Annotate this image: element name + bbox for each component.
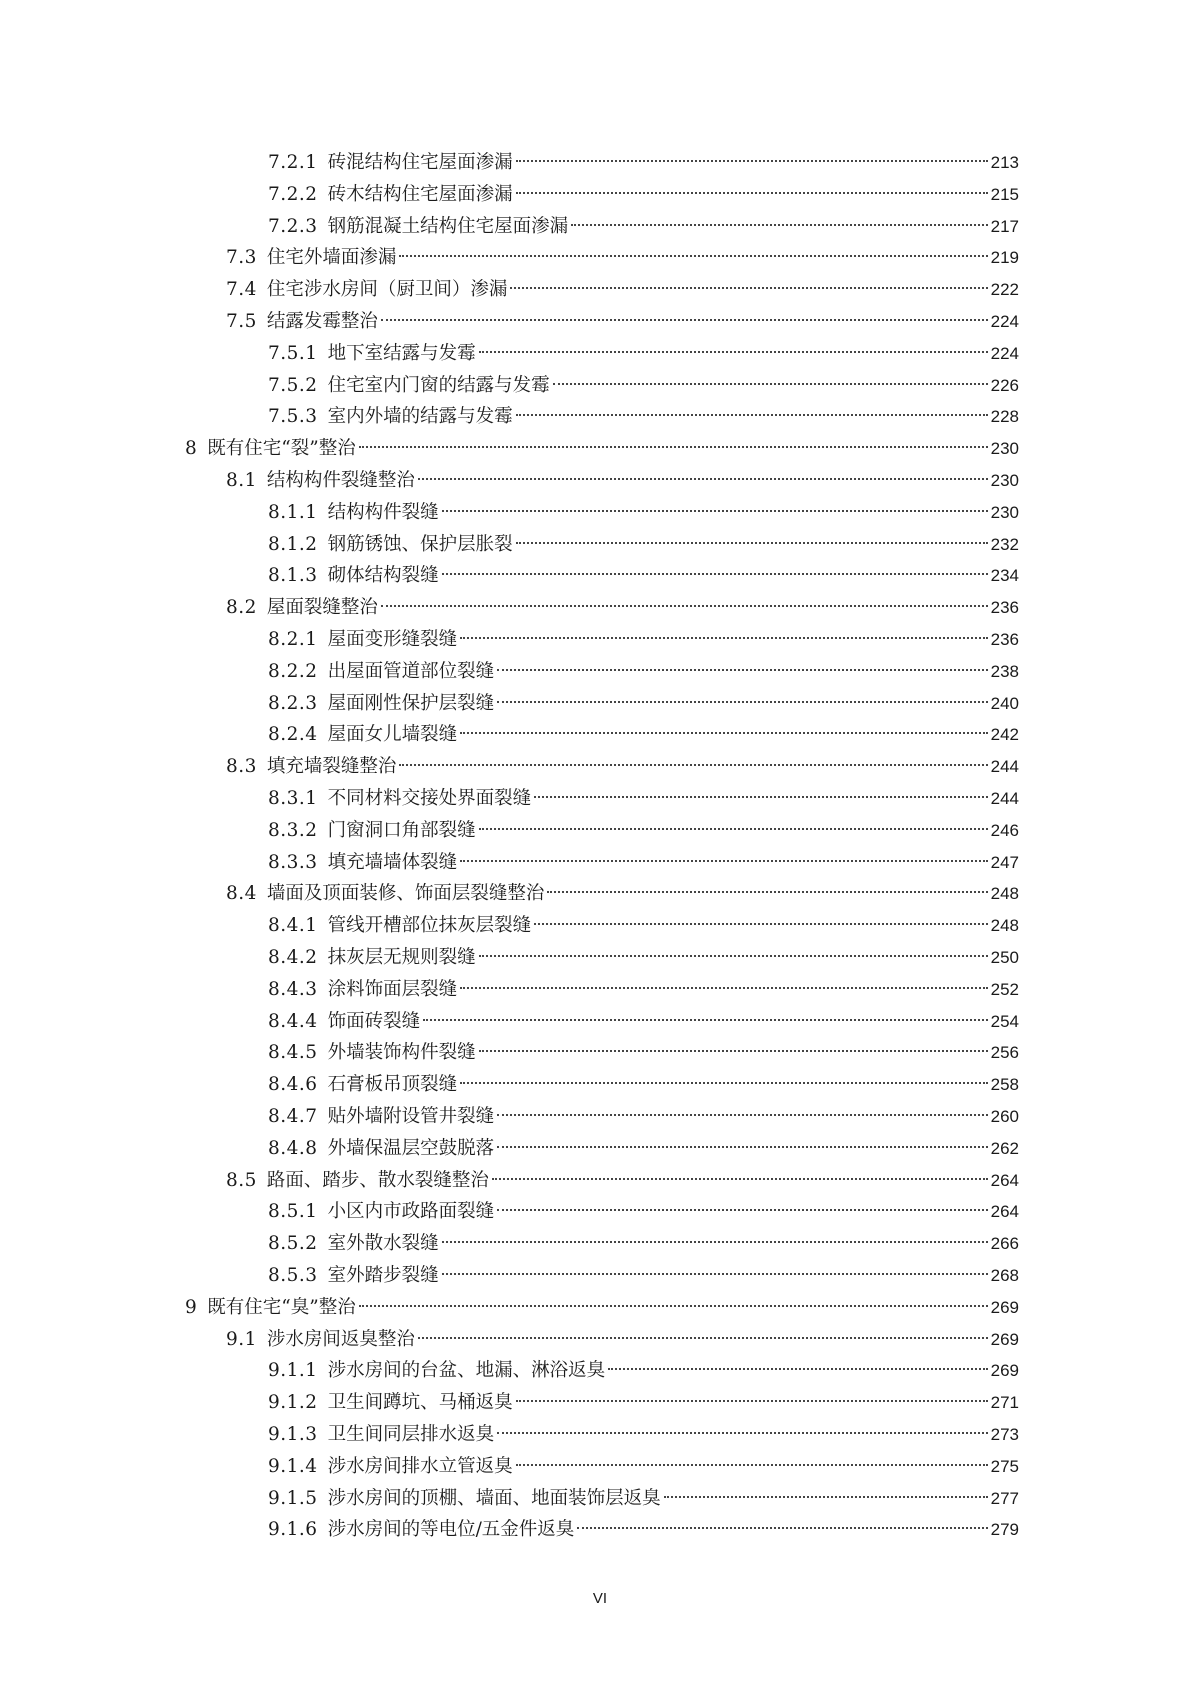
toc-entry-title: 填充墙墙体裂缝 <box>327 851 458 873</box>
toc-entry[interactable] <box>268 497 1019 529</box>
toc-entry[interactable] <box>268 1101 1019 1133</box>
toc-dot-leader <box>516 414 988 416</box>
toc-entry-number: 8.4.6 <box>268 1074 318 1096</box>
toc-dot-leader <box>479 955 988 957</box>
toc-entry[interactable] <box>268 401 1019 433</box>
toc-entry-title: 小区内市政路面裂缝 <box>327 1201 495 1223</box>
toc-entry-title: 屋面变形缝裂缝 <box>327 629 458 650</box>
toc-entry-page: 238 <box>990 661 1019 681</box>
toc-dot-leader <box>460 1082 988 1084</box>
toc-entry[interactable] <box>268 1514 1019 1546</box>
toc-entry-page: 264 <box>990 1170 1019 1190</box>
toc-entry-number: 7.2.3 <box>268 215 318 237</box>
toc-entry-page: 213 <box>990 153 1019 172</box>
toc-dot-leader <box>460 987 988 989</box>
toc-entry-page: 260 <box>990 1107 1019 1126</box>
toc-entry[interactable] <box>268 624 1019 656</box>
toc-entry-page: 254 <box>990 1011 1019 1031</box>
toc-dot-leader <box>510 287 987 289</box>
toc-entry-title: 室外踏步裂缝 <box>327 1265 439 1286</box>
toc-entry-number: 8.1.2 <box>268 533 318 555</box>
toc-entry-number: 8.5 <box>226 1169 257 1191</box>
toc-entry-page: 230 <box>990 502 1019 522</box>
toc-entry-number: 9.1.2 <box>268 1392 318 1414</box>
toc-entry-title: 石膏板吊顶裂缝 <box>327 1074 458 1096</box>
toc-entry[interactable] <box>268 974 1019 1006</box>
toc-dot-leader <box>497 1146 988 1148</box>
toc-entry-title: 钢筋混凝土结构住宅屋面渗漏 <box>327 215 569 237</box>
toc-entry-number: 8.4.3 <box>268 978 318 1000</box>
toc-entry[interactable] <box>268 211 1019 243</box>
toc-entry[interactable] <box>268 1387 1019 1419</box>
toc-entry-title: 路面、踏步、散水裂缝整治 <box>266 1169 489 1191</box>
toc-entry[interactable] <box>268 815 1019 847</box>
toc-entry-title: 抹灰层无规则裂缝 <box>327 947 476 968</box>
toc-entry-number: 8.3.2 <box>268 819 318 841</box>
toc-entry-number: 9.1.6 <box>268 1519 318 1541</box>
toc-entry-number: 8.4.5 <box>268 1042 318 1064</box>
toc-entry-number: 9.1 <box>226 1328 257 1350</box>
toc-entry[interactable] <box>268 910 1019 942</box>
toc-entry[interactable] <box>268 1260 1019 1292</box>
toc-entry[interactable] <box>268 1355 1019 1387</box>
toc-entry-page: 256 <box>990 1043 1019 1063</box>
toc-entry-page: 275 <box>990 1456 1019 1476</box>
toc-dot-leader <box>534 796 988 798</box>
toc-entry-number: 7.2.1 <box>268 152 318 173</box>
toc-entry-title: 涉水房间的台盆、地漏、淋浴返臭 <box>327 1360 606 1382</box>
toc-entry-title: 砖混结构住宅屋面渗漏 <box>327 152 513 173</box>
toc-dot-leader <box>497 1209 988 1211</box>
toc-entry-page: 230 <box>990 439 1019 459</box>
toc-entry-page: 266 <box>990 1234 1019 1254</box>
toc-entry-number: 7.5.1 <box>268 342 318 364</box>
toc-dot-leader <box>571 224 988 226</box>
toc-entry[interactable] <box>268 147 1019 179</box>
toc-entry[interactable] <box>268 688 1019 720</box>
toc-entry-page: 224 <box>990 343 1019 363</box>
toc-entry-title: 住宅室内门窗的结露与发霉 <box>327 374 550 396</box>
toc-entry-page: 248 <box>990 916 1019 936</box>
toc-entry-page: 252 <box>990 979 1019 999</box>
toc-entry[interactable] <box>226 878 1019 910</box>
toc-entry-page: 264 <box>990 1202 1019 1222</box>
toc-dot-leader <box>497 669 988 671</box>
toc-entry-number: 7.3 <box>226 247 257 269</box>
toc-entry-page: 279 <box>990 1520 1019 1540</box>
toc-dot-leader <box>516 1464 988 1466</box>
toc-entry-page: 230 <box>990 471 1019 490</box>
toc-entry[interactable] <box>185 1292 1019 1324</box>
toc-entry-title: 外墙保温层空鼓脱落 <box>327 1137 495 1159</box>
toc-entry-title: 外墙装饰构件裂缝 <box>327 1042 476 1064</box>
toc-dot-leader <box>547 891 987 893</box>
toc-entry[interactable] <box>268 719 1019 751</box>
toc-entry-title: 既有住宅“臭”整治 <box>207 1296 356 1318</box>
toc-entry[interactable] <box>226 1324 1019 1356</box>
toc-dot-leader <box>479 351 988 353</box>
toc-entry-number: 8.4.4 <box>268 1010 318 1032</box>
toc-entry[interactable] <box>226 242 1019 274</box>
toc-entry-title: 屋面裂缝整治 <box>266 597 378 619</box>
toc-dot-leader <box>442 1241 988 1243</box>
toc-dot-leader <box>442 510 988 512</box>
toc-entry-number: 8.1.1 <box>268 501 318 523</box>
toc-entry-title: 既有住宅“裂”整治 <box>207 438 356 460</box>
toc-entry-title: 砌体结构裂缝 <box>327 565 439 587</box>
toc-entry-title: 卫生间同层排水返臭 <box>327 1424 495 1445</box>
toc-dot-leader <box>442 1273 988 1275</box>
toc-entry[interactable] <box>226 306 1019 338</box>
toc-entry-page: 228 <box>990 407 1019 427</box>
toc-entry-number: 9.1.4 <box>268 1455 318 1477</box>
toc-entry-title: 涂料饰面层裂缝 <box>327 978 458 1000</box>
toc-entry-number: 8.1.3 <box>268 565 318 587</box>
toc-dot-leader <box>418 478 988 480</box>
toc-entry[interactable] <box>226 751 1019 783</box>
toc-entry-number: 8.5.1 <box>268 1201 318 1223</box>
toc-entry-number: 7.5.2 <box>268 374 318 396</box>
toc-entry-page: 224 <box>990 312 1019 331</box>
toc-entry-number: 9.1.3 <box>268 1424 318 1445</box>
toc-entry[interactable] <box>268 1451 1019 1483</box>
toc-entry-title: 涉水房间的等电位/五金件返臭 <box>327 1519 575 1541</box>
toc-entry[interactable] <box>185 433 1019 465</box>
toc-entry-page: 268 <box>990 1266 1019 1285</box>
toc-entry-page: 262 <box>990 1138 1019 1158</box>
toc-dot-leader <box>381 605 988 607</box>
toc-entry-number: 8.5.3 <box>268 1265 318 1286</box>
toc-entry[interactable] <box>268 529 1019 561</box>
toc-dot-leader <box>479 1050 988 1052</box>
toc-entry-number: 8.2 <box>226 597 257 619</box>
toc-entry-page: 232 <box>990 534 1019 554</box>
toc-entry-number: 8.3 <box>226 756 257 778</box>
toc-entry-number: 9.1.1 <box>268 1360 318 1382</box>
toc-entry-title: 地下室结露与发霉 <box>327 342 476 364</box>
toc-dot-leader <box>664 1496 988 1498</box>
page-number-footer: VI <box>592 1590 608 1607</box>
toc-entry-title: 卫生间蹲坑、马桶返臭 <box>327 1392 513 1414</box>
toc-entry-title: 出屋面管道部位裂缝 <box>327 660 495 682</box>
toc-entry-page: 269 <box>990 1329 1019 1349</box>
toc-dot-leader <box>497 1114 988 1116</box>
toc-entry-page: 217 <box>990 216 1019 236</box>
toc-entry-title: 室外散水裂缝 <box>327 1233 439 1255</box>
toc-entry-number: 7.2.2 <box>268 183 318 205</box>
toc-entry-title: 住宅涉水房间（厨卫间）渗漏 <box>266 279 508 301</box>
toc-entry[interactable] <box>268 783 1019 815</box>
toc-dot-leader <box>399 255 987 257</box>
toc-entry[interactable] <box>268 1196 1019 1228</box>
toc-entry-title: 管线开槽部位抹灰层裂缝 <box>327 915 532 937</box>
toc-entry-number: 7.5 <box>226 311 257 332</box>
toc-dot-leader <box>399 764 987 766</box>
toc-entry-number: 8.4 <box>226 883 257 905</box>
toc-entry-number: 8.2.2 <box>268 660 318 682</box>
toc-entry-number: 9.1.5 <box>268 1487 318 1509</box>
toc-entry-title: 贴外墙附设管井裂缝 <box>327 1106 495 1127</box>
toc-entry-page: 269 <box>990 1297 1019 1317</box>
toc-entry-page: 226 <box>990 375 1019 395</box>
toc-entry-page: 236 <box>990 630 1019 649</box>
toc-entry-title: 涉水房间排水立管返臭 <box>327 1455 513 1477</box>
toc-dot-leader <box>553 383 988 385</box>
toc-entry-title: 住宅外墙面渗漏 <box>266 247 397 269</box>
toc-entry[interactable] <box>268 370 1019 402</box>
toc-entry[interactable] <box>268 1483 1019 1515</box>
toc-entry-page: 234 <box>990 566 1019 586</box>
toc-dot-leader <box>516 192 988 194</box>
toc-entry-number: 8 <box>185 438 198 460</box>
toc-entry[interactable] <box>268 1228 1019 1260</box>
toc-entry-page: 250 <box>990 948 1019 967</box>
toc-entry[interactable] <box>268 1037 1019 1069</box>
toc-entry-number: 7.4 <box>226 279 257 301</box>
toc-dot-leader <box>497 1432 988 1434</box>
toc-entry-title: 结构构件裂缝整治 <box>266 470 415 491</box>
toc-entry-page: 273 <box>990 1425 1019 1444</box>
toc-dot-leader <box>460 860 988 862</box>
toc-dot-leader <box>479 828 988 830</box>
toc-entry[interactable] <box>268 942 1019 974</box>
toc-entry-page: 269 <box>990 1361 1019 1381</box>
toc-entry-page: 242 <box>990 725 1019 745</box>
toc-dot-leader <box>423 1019 988 1021</box>
toc-entry-page: 271 <box>990 1393 1019 1413</box>
toc-dot-leader <box>359 446 988 448</box>
toc-entry-title: 填充墙裂缝整治 <box>266 756 397 778</box>
toc-entry[interactable] <box>268 1133 1019 1165</box>
toc-entry-title: 墙面及顶面装修、饰面层裂缝整治 <box>266 883 545 905</box>
toc-entry-title: 钢筋锈蚀、保护层胀裂 <box>327 533 513 555</box>
toc-dot-leader <box>516 1400 988 1402</box>
toc-entry[interactable] <box>268 179 1019 211</box>
toc-entry[interactable] <box>268 1006 1019 1038</box>
toc-entry-page: 244 <box>990 789 1019 808</box>
toc-entry-title: 屋面刚性保护层裂缝 <box>327 692 495 714</box>
toc-entry-number: 7.5.3 <box>268 406 318 428</box>
toc-entry-page: 222 <box>990 280 1019 300</box>
toc-entry-title: 结露发霉整治 <box>266 311 378 332</box>
toc-entry-number: 8.4.8 <box>268 1137 318 1159</box>
toc-entry[interactable] <box>268 1069 1019 1101</box>
toc-entry-page: 244 <box>990 757 1019 777</box>
toc-entry-number: 8.5.2 <box>268 1233 318 1255</box>
toc-entry-number: 8.2.3 <box>268 692 318 714</box>
toc-dot-leader <box>534 923 988 925</box>
toc-entry[interactable] <box>268 656 1019 688</box>
toc-dot-leader <box>381 319 988 321</box>
toc-dot-leader <box>492 1178 988 1180</box>
toc-entry-title: 饰面砖裂缝 <box>327 1010 421 1032</box>
toc-dot-leader <box>460 637 988 639</box>
toc-entry-number: 8.2.4 <box>268 724 318 746</box>
toc-entry[interactable] <box>268 1419 1019 1451</box>
toc-entry-title: 屋面女儿墙裂缝 <box>327 724 458 746</box>
toc-entry-page: 215 <box>990 184 1019 204</box>
toc-dot-leader <box>359 1305 988 1307</box>
toc-dot-leader <box>460 732 988 734</box>
toc-entry-number: 9 <box>185 1296 198 1318</box>
toc-entry-page: 246 <box>990 820 1019 840</box>
toc-entry-number: 8.3.3 <box>268 851 318 873</box>
toc-dot-leader <box>608 1368 988 1370</box>
toc-dot-leader <box>418 1337 988 1339</box>
toc-dot-leader <box>577 1527 987 1529</box>
toc-entry[interactable] <box>226 1165 1019 1197</box>
toc-entry-page: 236 <box>990 598 1019 618</box>
toc-entry-page: 219 <box>990 248 1019 268</box>
toc-entry[interactable] <box>226 274 1019 306</box>
toc-dot-leader <box>516 542 988 544</box>
toc-entry-number: 8.2.1 <box>268 629 318 650</box>
toc-entry-page: 240 <box>990 693 1019 713</box>
toc-dot-leader <box>497 701 988 703</box>
toc-entry-number: 8.1 <box>226 470 257 491</box>
toc-entry-page: 277 <box>990 1488 1019 1508</box>
toc-dot-leader <box>442 573 988 575</box>
toc-entry[interactable] <box>268 338 1019 370</box>
toc-entry-title: 不同材料交接处界面裂缝 <box>327 788 532 809</box>
toc-entry-title: 室内外墙的结露与发霉 <box>327 406 513 428</box>
toc-entry-page: 247 <box>990 852 1019 872</box>
toc-entry-title: 结构构件裂缝 <box>327 501 439 523</box>
toc-entry-title: 砖木结构住宅屋面渗漏 <box>327 183 513 205</box>
toc-entry[interactable] <box>226 465 1019 497</box>
toc-entry[interactable] <box>268 560 1019 592</box>
toc-entry-title: 涉水房间的顶棚、墙面、地面装饰层返臭 <box>327 1487 661 1509</box>
toc-entry-number: 8.4.7 <box>268 1106 318 1127</box>
toc-entry-number: 8.4.1 <box>268 915 318 937</box>
toc-entry-title: 门窗洞口角部裂缝 <box>327 819 476 841</box>
toc-entry-number: 8.3.1 <box>268 788 318 809</box>
toc-entry-number: 8.4.2 <box>268 947 318 968</box>
toc-entry[interactable] <box>268 847 1019 879</box>
toc-entry-title: 涉水房间返臭整治 <box>266 1328 415 1350</box>
toc-entry[interactable] <box>226 592 1019 624</box>
toc-entry-page: 248 <box>990 884 1019 904</box>
toc-dot-leader <box>516 160 988 162</box>
toc-entry-page: 258 <box>990 1075 1019 1095</box>
